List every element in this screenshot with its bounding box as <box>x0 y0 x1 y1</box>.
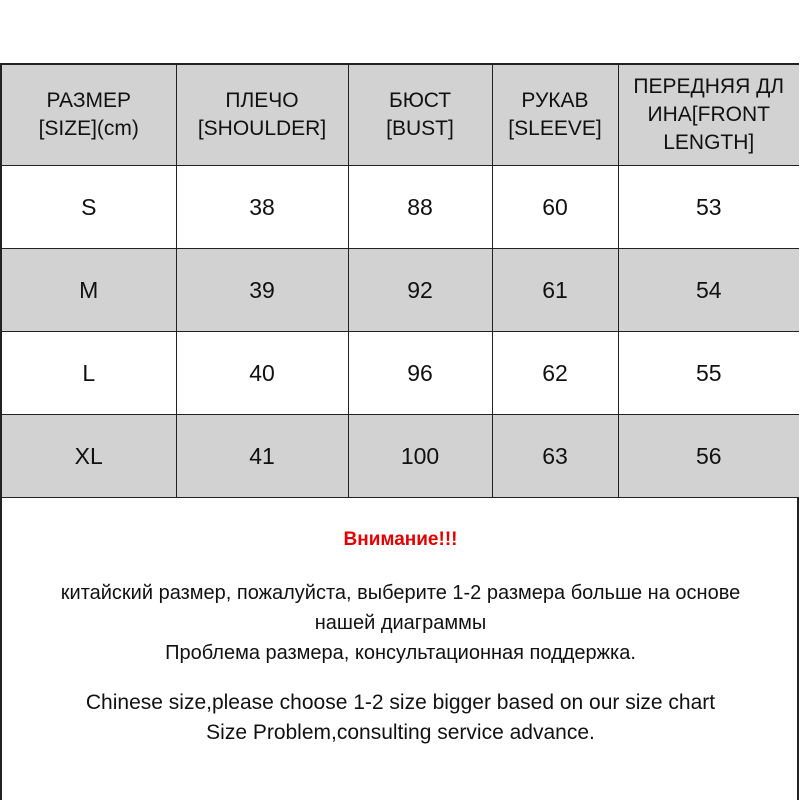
cell-shoulder: 40 <box>176 332 348 415</box>
cell-shoulder: 38 <box>176 166 348 249</box>
english-note <box>2 688 799 748</box>
cell-sleeve: 62 <box>492 332 618 415</box>
russian-note-line: Проблема размера, консультационная поддержка. <box>165 642 636 664</box>
cell-sleeve: 61 <box>492 249 618 332</box>
cell-size: XL <box>2 415 176 498</box>
cell-front-length: 56 <box>618 415 799 498</box>
attention-heading: Внимание!!! <box>343 529 458 550</box>
table-row <box>2 415 799 498</box>
cell-bust: 88 <box>348 166 492 249</box>
cell-sleeve: 60 <box>492 166 618 249</box>
header-shoulder: ПЛЕЧО [SHOULDER] <box>176 65 348 166</box>
header-front-length: ПЕРЕДНЯЯ ДЛ ИНА[FRONT LENGTH] <box>618 65 799 166</box>
cell-sleeve: 63 <box>492 415 618 498</box>
table-row <box>2 249 799 332</box>
english-note-line: Size Problem,consulting service advance. <box>206 721 595 744</box>
cell-bust: 92 <box>348 249 492 332</box>
russian-note-line: нашей диаграммы <box>314 612 487 634</box>
cell-size: M <box>2 249 176 332</box>
english-note-line: Chinese size,please choose 1-2 size bigger based on our size chart <box>85 691 716 714</box>
cell-front-length: 53 <box>618 166 799 249</box>
cell-front-length: 55 <box>618 332 799 415</box>
table-row <box>2 166 799 249</box>
cell-bust: 96 <box>348 332 492 415</box>
cell-bust: 100 <box>348 415 492 498</box>
size-chart <box>0 63 799 800</box>
header-row <box>2 65 799 166</box>
table-row <box>2 332 799 415</box>
notes-section <box>2 502 799 748</box>
header-sleeve: РУКАВ [SLEEVE] <box>492 65 618 166</box>
header-bust: БЮСТ [BUST] <box>348 65 492 166</box>
cell-shoulder: 39 <box>176 249 348 332</box>
cell-front-length: 54 <box>618 249 799 332</box>
cell-shoulder: 41 <box>176 415 348 498</box>
cell-size: S <box>2 166 176 249</box>
russian-note-line: китайский размер, пожалуйста, выберите 1-2 размера больше на основе <box>60 582 741 604</box>
russian-note <box>2 578 799 668</box>
cell-size: L <box>2 332 176 415</box>
size-table <box>2 65 799 498</box>
header-size: РАЗМЕР [SIZE](cm) <box>2 65 176 166</box>
